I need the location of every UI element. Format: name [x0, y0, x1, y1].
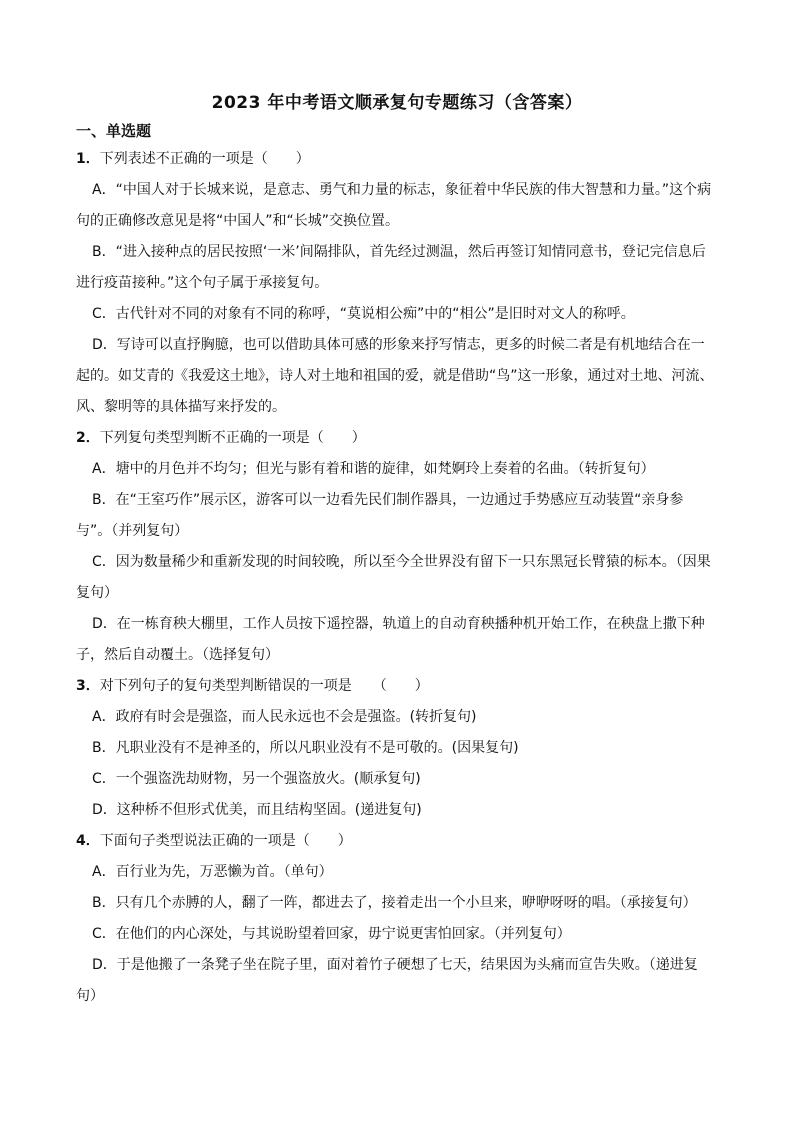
option-d: D．在一栋育秧大棚里，工作人员按下遥控器，轨道上的自动育秧播种机开始工作，在秧盘上撒下种子，然后自动覆土。（选择复句） — [76, 616, 705, 663]
option-c: C．在他们的内心深处，与其说盼望着回家，毋宁说更害怕回家。（并列复句） — [92, 926, 571, 942]
option-a: A．政府有时会是强盗，而人民永远也不会是强盗。(转折复句) — [92, 709, 477, 725]
option-b: B．凡职业没有不是神圣的，所以凡职业没有不是可敬的。(因果复句) — [92, 740, 519, 756]
option-a: A．塘中的月色并不均匀；但光与影有着和谐的旋律，如梵婀玲上奏着的名曲。（转折复句） — [92, 461, 655, 477]
option-d: D．于是他搬了一条凳子坐在院子里，面对着竹子硬想了七天，结果因为头痛而宣告失败。（递进复句） — [76, 957, 698, 1004]
section-heading: 一、单选题 — [76, 122, 152, 140]
question-number: 2． — [76, 430, 100, 446]
question-1 — [76, 144, 718, 423]
question-stem — [76, 423, 718, 454]
option-b: B．“进入接种点的居民按照‘一米’间隔排队，首先经过测温，然后再签订知情同意书，登记完信息后进行疫苗接种。”这个句子属于承接复句。 — [76, 244, 706, 291]
question-number: 4． — [76, 833, 100, 849]
option-d: D．这种桥不但形式优美，而且结构坚固。(递进复句) — [92, 802, 422, 818]
option-a: A．百行业为先，万恶懒为首。（单句） — [92, 864, 333, 880]
question-2 — [76, 423, 718, 671]
option-b: B．在“王室巧作”展示区，游客可以一边看先民们制作器具，一边通过手势感应互动装置“亲身参与”。（并列复句） — [76, 492, 684, 539]
question-stem — [76, 144, 718, 175]
option-a: A．“中国人对于长城来说，是意志、勇气和力量的标志，象征着中华民族的伟大智慧和力量。”这个病句的正确修改意见是将“中国人”和“长城”交换位置。 — [76, 182, 712, 229]
question-4 — [76, 826, 718, 1012]
question-stem — [76, 826, 718, 857]
question-stem — [76, 671, 718, 702]
option-c: C．一个强盗洗劫财物，另一个强盗放火。(顺承复句) — [92, 771, 421, 787]
page-title: 2023 年中考语文顺承复句专题练习（含答案） — [211, 93, 583, 113]
question-number: 1． — [76, 151, 100, 167]
option-d: D．写诗可以直抒胸臆，也可以借助具体可感的形象来抒写情志，更多的时候二者是有机地结合在一起的。如艾青的《我爱这土地》，诗人对土地和祖国的爱，就是借助“鸟”这一形象，通过对土地、河流、风、黎明等的具体描写来抒发的。 — [76, 337, 714, 415]
option-c: C．古代针对不同的对象有不同的称呼，“莫说相公痴”中的“相公”是旧时对文人的称呼。 — [92, 306, 635, 322]
question-3 — [76, 671, 718, 826]
question-text: 下面句子类型说法正确的一项是（ ） — [99, 833, 352, 849]
question-list — [76, 144, 718, 1012]
question-text: 下列复句类型判断不正确的一项是（ ） — [99, 430, 366, 446]
question-number: 3． — [76, 678, 100, 694]
question-text: 下列表述不正确的一项是（ ） — [99, 151, 310, 167]
option-c: C．因为数量稀少和重新发现的时间较晚，所以至今全世界没有留下一只东黑冠长臂猿的标本。（因果复句） — [76, 554, 711, 601]
question-text: 对下列句子的复句类型判断错误的一项是 （ ） — [99, 678, 429, 694]
option-b: B．只有几个赤膊的人，翻了一阵，都进去了，接着走出一个小旦来，咿咿呀呀的唱。（承接复句） — [92, 895, 697, 911]
